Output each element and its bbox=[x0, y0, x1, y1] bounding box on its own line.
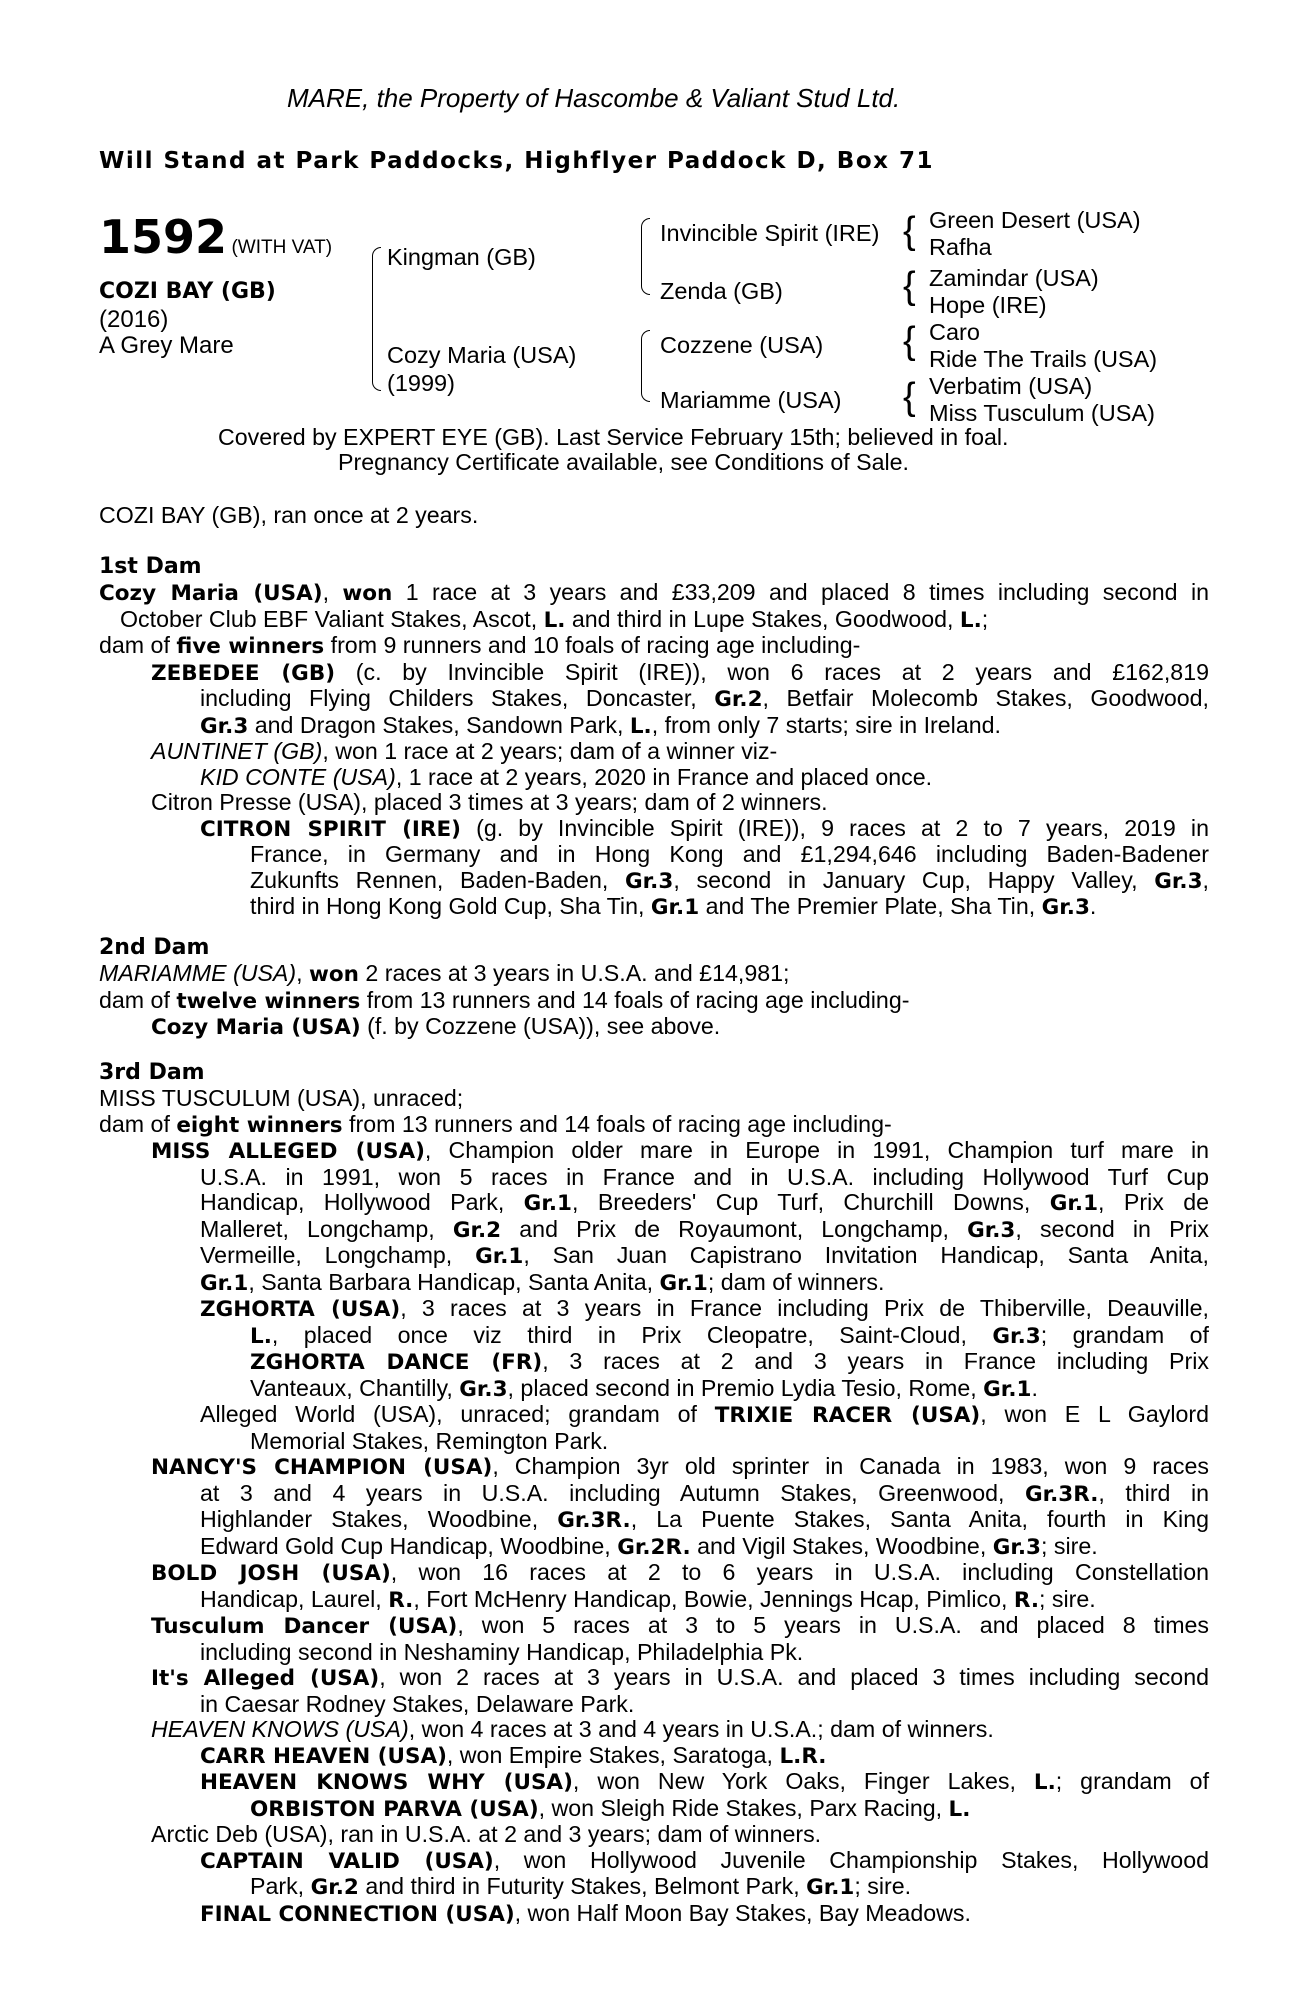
dam-line: dam of five winners from 9 runners and 10 foals of racing age including- bbox=[99, 632, 861, 659]
progeny-line: NANCY'S CHAMPION (USA), Champion 3yr old sprinter in Canada in 1983, won 9 races bbox=[151, 1453, 1209, 1480]
pedigree-ggs-8: Miss Tusculum (USA) bbox=[929, 400, 1155, 426]
progeny-line: Gr.1, Santa Barbara Handicap, Santa Anita, Gr.1; dam of winners. bbox=[200, 1268, 885, 1296]
horse-description: A Grey Mare bbox=[99, 332, 234, 359]
progeny-line: ZEBEDEE (GB) (c. by Invincible Spirit (IRE)), won 6 races at 2 years and £162,819 bbox=[151, 658, 1209, 686]
progeny-line: It's Alleged (USA), won 2 races at 3 years in U.S.A. and placed 3 times including second bbox=[151, 1664, 1209, 1691]
pedigree-sire: Kingman (GB) bbox=[387, 244, 536, 270]
progeny-line: CAPTAIN VALID (USA), won Hollywood Juvenile Championship Stakes, Hollywood bbox=[200, 1846, 1209, 1874]
progeny-line: Highlander Stakes, Woodbine, Gr.3R., La Puente Stakes, Santa Anita, fourth in King bbox=[200, 1506, 1209, 1533]
progeny-line: Memorial Stakes, Remington Park. bbox=[250, 1427, 609, 1454]
progeny-line: HEAVEN KNOWS WHY (USA), won New York Oaks, Finger Lakes, L.; grandam of bbox=[200, 1768, 1210, 1795]
third-dam-section bbox=[99, 1060, 1209, 1927]
gs-brace-1 bbox=[641, 218, 650, 295]
progeny-line: including second in Neshaminy Handicap, Philadelphia Pk. bbox=[200, 1638, 804, 1665]
dam-line: Cozy Maria (USA), won 1 race at 3 years and £33,209 and placed 8 times including second in bbox=[99, 579, 1209, 606]
pedigree-ggs-2: Rafha bbox=[929, 234, 992, 260]
progeny-line: CITRON SPIRIT (IRE) (g. by Invincible Spirit (IRE)), 9 races at 2 to 7 years, 2019 in bbox=[200, 814, 1209, 842]
progeny-line: ZGHORTA DANCE (FR), 3 races at 2 and 3 years in France including Prix bbox=[250, 1348, 1209, 1375]
gs-brace-2 bbox=[641, 330, 650, 402]
progeny-line: AUNTINET (GB), won 1 race at 2 years; dam of a winner viz- bbox=[151, 738, 778, 764]
pedigree-dam: Cozy Maria (USA) bbox=[387, 342, 577, 368]
progeny-line: Vermeille, Longchamp, Gr.1, San Juan Capistrano Invitation Handicap, Santa Anita, bbox=[200, 1242, 1209, 1269]
vat-note: (WITH VAT) bbox=[231, 237, 333, 258]
pedigree-ggs-6: Ride The Trails (USA) bbox=[929, 346, 1158, 372]
pedigree-ggs-1: Green Desert (USA) bbox=[929, 207, 1141, 233]
second-dam-heading: 2nd Dam bbox=[99, 935, 210, 960]
progeny-line: at 3 and 4 years in U.S.A. including Autumn Stakes, Greenwood, Gr.3R., third in bbox=[200, 1479, 1209, 1507]
progeny-line: ZGHORTA (USA), 3 races at 3 years in France including Prix de Thiberville, Deauville, bbox=[200, 1295, 1209, 1322]
progeny-line: Cozy Maria (USA) (f. by Cozzene (USA)), see above. bbox=[151, 1013, 721, 1040]
progeny-line: Alleged World (USA), unraced; grandam of TRIXIE RACER (USA), won E L Gaylord bbox=[200, 1401, 1209, 1428]
pedigree-grandsire-1: Invincible Spirit (IRE) bbox=[660, 220, 880, 246]
progeny-line: Zukunfts Rennen, Baden-Baden, Gr.3, second in January Cup, Happy Valley, Gr.3, bbox=[250, 866, 1209, 894]
progeny-line: including Flying Childers Stakes, Doncaster, Gr.2, Betfair Molecomb Stakes, Goodwood, bbox=[200, 685, 1209, 712]
progeny-line: Arctic Deb (USA), ran in U.S.A. at 2 and 3 years; dam of winners. bbox=[151, 1821, 822, 1847]
brace-glyph: { bbox=[903, 210, 916, 252]
progeny-line: BOLD JOSH (USA), won 16 races at 2 to 6 years in U.S.A. including Constellation bbox=[151, 1559, 1210, 1586]
progeny-line: Tusculum Dancer (USA), won 5 races at 3 to 5 years in U.S.A. and placed 8 times bbox=[151, 1612, 1210, 1639]
brace-glyph: { bbox=[903, 320, 916, 362]
progeny-line: L., placed once viz third in Prix Cleopatre, Saint-Cloud, Gr.3; grandam of bbox=[250, 1321, 1209, 1349]
dam-line: dam of twelve winners from 13 runners and 14 foals of racing age including- bbox=[99, 986, 910, 1014]
progeny-line: MISS ALLEGED (USA), Champion older mare in Europe in 1991, Champion turf mare in bbox=[151, 1137, 1209, 1164]
progeny-line: CARR HEAVEN (USA), won Empire Stakes, Saratoga, L.R. bbox=[200, 1741, 827, 1769]
stand-location: Will Stand at Park Paddocks, Highflyer Paddock D, Box 71 bbox=[99, 148, 934, 174]
pedigree-ggs-5: Caro bbox=[929, 319, 980, 345]
pedigree-granddam-1: Zenda (GB) bbox=[660, 278, 783, 304]
lot-number: 1592 bbox=[99, 210, 228, 264]
brace-glyph: { bbox=[903, 265, 916, 307]
horse-name: COZI BAY (GB) bbox=[99, 279, 276, 304]
progeny-line: Handicap, Laurel, R., Fort McHenry Handicap, Bowie, Jennings Hcap, Pimlico, R.; sire. bbox=[200, 1585, 1096, 1613]
first-dam-section bbox=[99, 554, 1209, 921]
pedigree-ggs-4: Hope (IRE) bbox=[929, 292, 1047, 318]
progeny-line: Citron Presse (USA), placed 3 times at 3 years; dam of 2 winners. bbox=[151, 789, 828, 815]
progeny-line: Malleret, Longchamp, Gr.2 and Prix de Royaumont, Longchamp, Gr.3, second in Prix bbox=[200, 1215, 1209, 1243]
lot-block bbox=[99, 210, 332, 264]
progeny-line: FINAL CONNECTION (USA), won Half Moon Bay Stakes, Bay Meadows. bbox=[200, 1899, 971, 1927]
progeny-line: Handicap, Hollywood Park, Gr.1, Breeders' Cup Turf, Churchill Downs, Gr.1, Prix de bbox=[200, 1189, 1209, 1216]
pedigree-granddam-2: Mariamme (USA) bbox=[660, 387, 842, 413]
progeny-line: Gr.3 and Dragon Stakes, Sandown Park, L., from only 7 starts; sire in Ireland. bbox=[200, 711, 1001, 739]
sire-brace bbox=[372, 247, 381, 391]
horse-year: (2016) bbox=[99, 306, 169, 333]
progeny-line: in Caesar Rodney Stakes, Delaware Park. bbox=[200, 1690, 635, 1717]
progeny-line: France, in Germany and in Hong Kong and £1,294,646 including Baden-Badener bbox=[250, 841, 1209, 867]
pedigree-ggs-7: Verbatim (USA) bbox=[929, 373, 1093, 399]
progeny-line: KID CONTE (USA), 1 race at 2 years, 2020 in France and placed once. bbox=[200, 763, 933, 790]
progeny-line: HEAVEN KNOWS (USA), won 4 races at 3 and 4 years in U.S.A.; dam of winners. bbox=[151, 1716, 994, 1742]
brace-glyph: { bbox=[903, 376, 916, 418]
third-dam-heading: 3rd Dam bbox=[99, 1060, 205, 1085]
dam-line: October Club EBF Valiant Stakes, Ascot, L. and third in Lupe Stakes, Goodwood, L.; bbox=[120, 605, 989, 633]
progeny-line: U.S.A. in 1991, won 5 races in France and in U.S.A. including Hollywood Turf Cup bbox=[200, 1163, 1209, 1190]
progeny-line: ORBISTON PARVA (USA), won Sleigh Ride Stakes, Parx Racing, L. bbox=[250, 1794, 971, 1822]
progeny-line: third in Hong Kong Gold Cup, Sha Tin, Gr.1 and The Premier Plate, Sha Tin, Gr.3. bbox=[250, 893, 1097, 920]
pedigree-dam-year: (1999) bbox=[387, 370, 455, 396]
pregnancy-note: Pregnancy Certificate available, see Conditions of Sale. bbox=[338, 449, 909, 475]
progeny-line: Park, Gr.2 and third in Futurity Stakes, Belmont Park, Gr.1; sire. bbox=[250, 1873, 912, 1900]
covered-note: Covered by EXPERT EYE (GB). Last Service February 15th; believed in foal. bbox=[218, 424, 1009, 450]
second-dam-section bbox=[99, 935, 1209, 1041]
progeny-line: Edward Gold Cup Handicap, Woodbine, Gr.2R. and Vigil Stakes, Woodbine, Gr.3; sire. bbox=[200, 1532, 1098, 1560]
first-dam-heading: 1st Dam bbox=[99, 554, 202, 579]
dam-line: MARIAMME (USA), won 2 races at 3 years in U.S.A. and £14,981; bbox=[99, 960, 790, 987]
race-record: COZI BAY (GB), ran once at 2 years. bbox=[99, 502, 479, 528]
sale-title: MARE, the Property of Hascombe & Valiant Stud Ltd. bbox=[287, 83, 901, 113]
progeny-line: Vanteaux, Chantilly, Gr.3, placed second in Premio Lydia Tesio, Rome, Gr.1. bbox=[250, 1374, 1038, 1402]
pedigree-ggs-3: Zamindar (USA) bbox=[929, 265, 1099, 291]
pedigree-grandsire-2: Cozzene (USA) bbox=[660, 332, 824, 358]
dam-line: MISS TUSCULUM (USA), unraced; bbox=[99, 1085, 464, 1111]
dam-line: dam of eight winners from 13 runners and 14 foals of racing age including- bbox=[99, 1110, 892, 1138]
